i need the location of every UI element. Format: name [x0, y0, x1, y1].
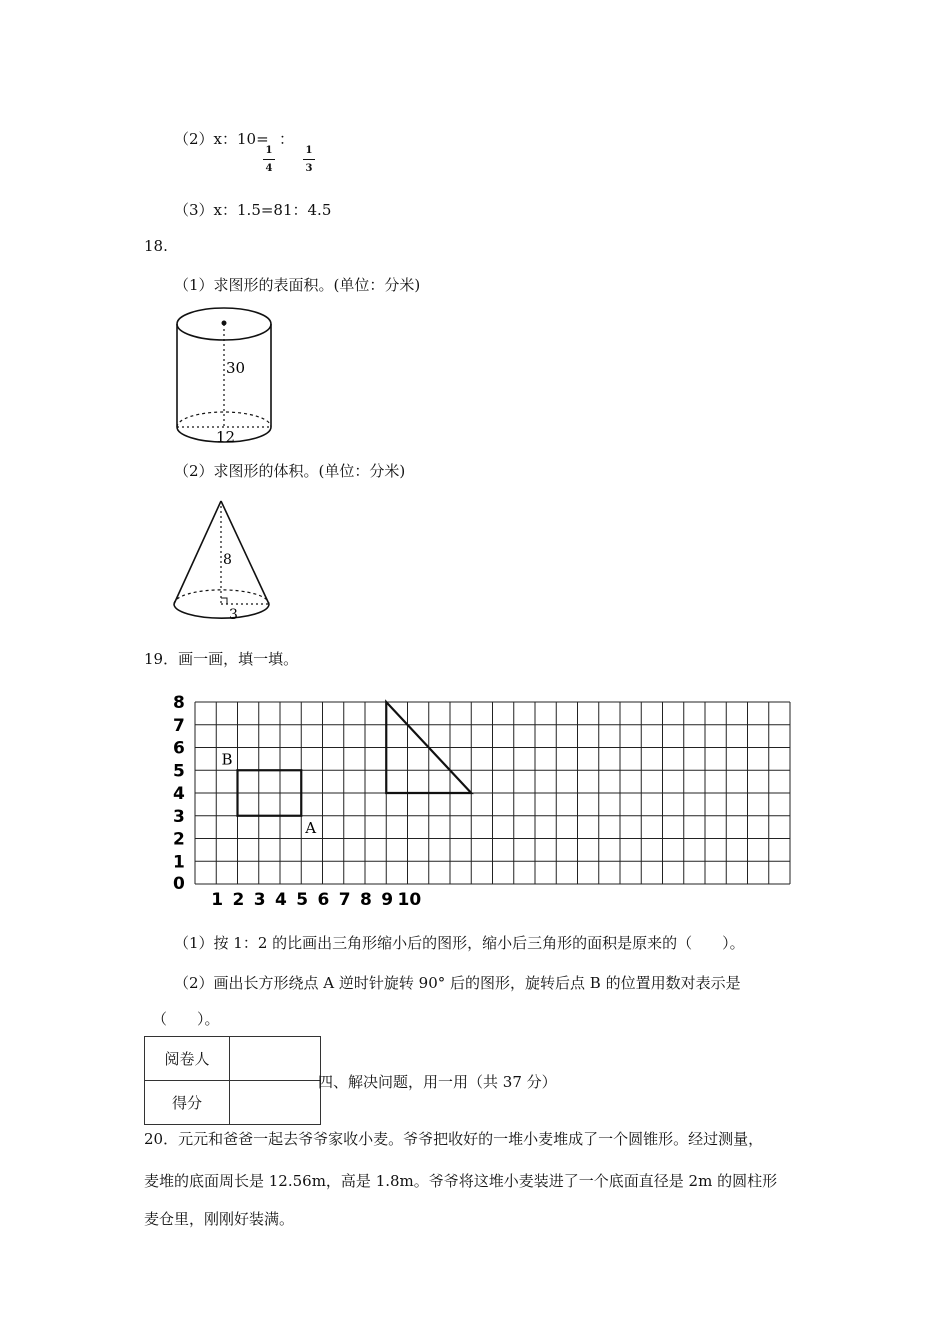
- fraction-denominator: 3: [305, 163, 313, 174]
- fraction-numerator: 1: [305, 145, 313, 156]
- y-axis-label: 0: [173, 874, 185, 894]
- point-a-label: A: [305, 818, 317, 837]
- x-axis-labels: [211, 890, 421, 910]
- y-axis-label: 8: [173, 693, 185, 713]
- y-axis-label: 3: [173, 806, 185, 827]
- point-b-label: B: [221, 750, 233, 769]
- ratio-colon: ：: [279, 130, 295, 148]
- y-axis-labels: [173, 693, 185, 894]
- x-axis-label: 4: [275, 890, 287, 910]
- problem19-part2-line1: （2）画出长方形绕点 A 逆时针旋转 90° 后的图形，旋转后点 B 的位置用数对表示是: [174, 974, 741, 992]
- problem17-part3: （3）x：1.5=81：4.5: [174, 201, 332, 219]
- problem18-part1: （1）求图形的表面积。(单位：分米): [174, 276, 421, 294]
- cone-height-label: 8: [223, 552, 232, 568]
- problem18-part2: （2）求图形的体积。(单位：分米): [174, 462, 406, 480]
- problem19-part2-line2: （ ）。: [152, 1010, 220, 1028]
- y-axis-label: 1: [173, 852, 185, 873]
- grid-lines: [195, 702, 790, 884]
- problem18-number: 18.: [144, 237, 168, 255]
- x-axis-label: 9: [381, 890, 394, 910]
- fraction-numerator: 1: [265, 145, 273, 156]
- x-axis-label: 7: [338, 890, 351, 910]
- cylinder-height-label: 30: [226, 359, 246, 377]
- x-axis-label: 8: [360, 890, 372, 910]
- y-axis-label: 4: [173, 784, 185, 804]
- reviewer-cell[interactable]: [230, 1037, 321, 1081]
- fraction-denominator: 4: [265, 163, 273, 174]
- cone-radius-label: 3: [229, 607, 238, 623]
- cylinder-diameter-label: 12: [216, 428, 236, 446]
- y-axis-label: 6: [173, 738, 185, 759]
- coordinate-grid: [160, 682, 800, 914]
- problem20-line2: 麦堆的底面周长是 12.56m，高是 1.8m。爷爷将这堆小麦装进了一个底面直径是 2m 的圆柱形: [144, 1172, 778, 1190]
- x-axis-label: 6: [317, 890, 330, 910]
- problem20-line1: 20．元元和爸爸一起去爷爷家收小麦。爷爷把收好的一堆小麦堆成了一个圆锥形。经过测量，: [144, 1130, 764, 1148]
- problem17-part2-prefix: （2）x：10=: [174, 130, 269, 148]
- x-axis-label: 5: [296, 890, 309, 910]
- x-axis-label: 3: [253, 890, 266, 910]
- cone-figure: [165, 495, 280, 627]
- reviewer-label: 阅卷人: [145, 1037, 230, 1081]
- problem19-part1: （1）按 1：2 的比画出三角形缩小后的图形，缩小后三角形的面积是原来的（ ）。: [174, 934, 745, 952]
- fraction-one-quarter: [263, 146, 275, 174]
- score-box: [144, 1036, 321, 1125]
- x-axis-label: 10: [397, 890, 422, 910]
- x-axis-label: 1: [211, 890, 224, 910]
- score-cell[interactable]: [230, 1081, 321, 1125]
- section-title: 四、解决问题，用一用（共 37 分）: [318, 1073, 557, 1091]
- y-axis-label: 5: [173, 761, 185, 782]
- y-axis-label: 2: [173, 829, 185, 850]
- cylinder-figure: [165, 302, 280, 450]
- fraction-one-third: [303, 146, 315, 174]
- problem19-title: 19．画一画，填一填。: [144, 650, 299, 668]
- score-label: 得分: [145, 1081, 230, 1125]
- x-axis-label: 2: [232, 890, 245, 910]
- y-axis-label: 7: [173, 715, 185, 736]
- problem20-line3: 麦仓里，刚刚好装满。: [144, 1210, 295, 1228]
